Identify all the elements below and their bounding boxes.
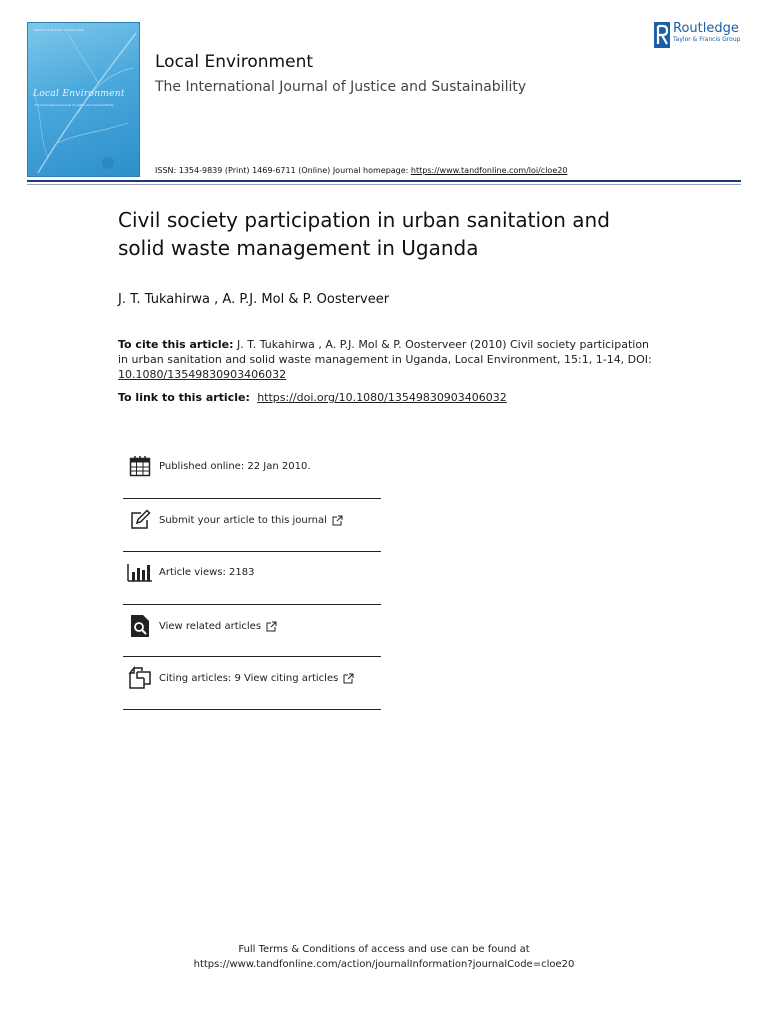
citing-articles-link[interactable]: Citing articles: 9 View citing articles [159, 672, 339, 684]
related-row[interactable] [123, 600, 381, 652]
search-document-icon [127, 613, 153, 639]
article-authors: J. T. Tukahirwa , A. P.J. Mol & P. Oosterveer [118, 292, 390, 307]
journal-subtitle: The International Journal of Justice and Sustainability [155, 79, 527, 95]
issn-text: ISSN: 1354-9839 (Print) 1469-6711 (Online) Journal homepage: [155, 166, 411, 175]
published-date: Published online: 22 Jan 2010. [159, 460, 311, 472]
cite-label: To cite this article: [118, 338, 234, 351]
routledge-logo-icon [654, 22, 670, 48]
cite-doi-link[interactable]: 10.1080/13549830903406032 [118, 368, 287, 381]
citing-documents-icon [127, 665, 153, 691]
publisher-group: Taylor & Francis Group [673, 36, 741, 43]
submit-article-link[interactable]: Submit your article to this journal [159, 514, 327, 526]
header-rule-thin [27, 184, 741, 185]
link-label: To link to this article: [118, 391, 254, 404]
journal-name: Local Environment [155, 52, 314, 72]
cover-issue-text: Volume 15 Number 12 June 2010 [34, 28, 84, 32]
article-link-line [118, 391, 507, 404]
header-rule [27, 180, 741, 182]
citation-block [118, 337, 658, 382]
article-title-line-1: Civil society participation in urban sanitation and [118, 208, 610, 232]
published-row [123, 440, 381, 492]
cover-leaf-pattern [28, 23, 139, 176]
publisher-name: Routledge [673, 21, 739, 36]
edit-icon [127, 507, 153, 533]
external-link-icon [332, 515, 343, 526]
footer-terms-link[interactable]: https://www.tandfonline.com/action/journalInformation?journalCode=cloe20 [193, 959, 575, 970]
external-link-icon [343, 673, 354, 684]
article-title-line-2: solid waste management in Uganda [118, 236, 479, 260]
cite-text: J. T. Tukahirwa , A. P.J. Mol & P. Oosterveer (2010) Civil society participation in urban sanitation and solid waste management in Uganda, Local Environment, 15:1, 1-14, DOI: [118, 338, 652, 366]
article-doi-link[interactable]: https://doi.org/10.1080/13549830903406032 [257, 391, 507, 404]
submit-row[interactable] [123, 494, 381, 546]
cover-subtitle: The International Journal of Justice and Sustainability [34, 103, 114, 107]
citing-row[interactable] [123, 652, 381, 704]
article-title [118, 206, 678, 262]
journal-cover-image [27, 22, 140, 177]
footer-line-1: Full Terms & Conditions of access and use can be found at [238, 944, 530, 955]
info-divider [123, 709, 381, 710]
cover-title: Local Environment [33, 89, 125, 99]
related-articles-link[interactable]: View related articles [159, 620, 262, 632]
journal-homepage-link[interactable]: https://www.tandfonline.com/loi/cloe20 [410, 166, 568, 175]
footer-terms [0, 942, 768, 972]
issn-line [155, 166, 567, 175]
external-link-icon [266, 621, 277, 632]
calendar-icon [127, 453, 153, 479]
views-row [123, 546, 381, 598]
article-views: Article views: 2183 [159, 566, 255, 578]
bar-chart-icon [127, 559, 153, 585]
publisher-logo[interactable] [654, 22, 740, 48]
